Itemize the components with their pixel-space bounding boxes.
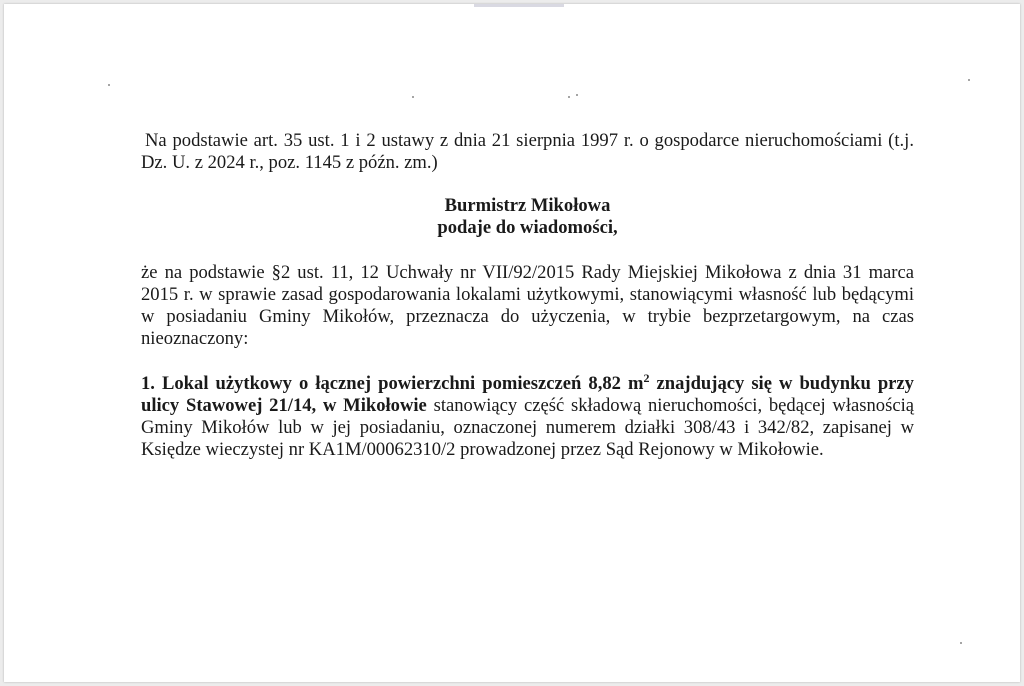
item-1-paragraph [141,373,914,461]
document-page [4,4,1020,682]
scan-speck [576,94,578,96]
top-scroll-indicator [474,4,564,7]
announcement-paragraph: że na podstawie §2 ust. 11, 12 Uchwały nr VII/92/2015 Rady Miejskiej Mikołowa z dnia 31 marca 2015 r. w sprawie zasad gospodarowania lokalami użytkowymi, stanowiącymi własność lub będącymi w posiadaniu Gminy Mikołów, przeznacza do użyczenia, w trybie bezprzetargowym, na czas nieoznaczony: [141,262,914,349]
item-1-bold-start: 1. Lokal użytkowy o łącznej powierzchni pomieszczeń 8,82 m [141,373,644,394]
item-1-superscript: 2 [643,371,650,385]
scan-speck [568,96,570,98]
scan-speck [968,79,970,81]
announcement-header [141,195,914,239]
scan-speck [108,84,110,86]
header-subtitle: podaje do wiadomości, [437,217,618,238]
header-title: Burmistrz Mikołowa [444,195,611,216]
document-body [141,130,914,461]
item-1-description: stanowiący część składową nieruchomości, będącej własnością Gminy Mikołów lub w jej posiadaniu, oznaczonej numerem działki 308/43 i 342/82, zapisanej w Księdze wieczystej nr KA1M/00062310/2 prowadzonej przez Sąd Rejonowy w Mikołowie. [141,395,914,460]
intro-paragraph: Na podstawie art. 35 ust. 1 i 2 ustawy z dnia 21 sierpnia 1997 r. o gospodarce nieruchomościami (t.j. Dz. U. z 2024 r., poz. 1145 z późn. zm.) [141,130,914,173]
scan-speck [960,642,962,644]
item-1-bold-end: znajdujący się w budynku przy ulicy Stawowej 21/14, w Mikołowie [141,373,914,416]
scan-speck [412,96,414,98]
